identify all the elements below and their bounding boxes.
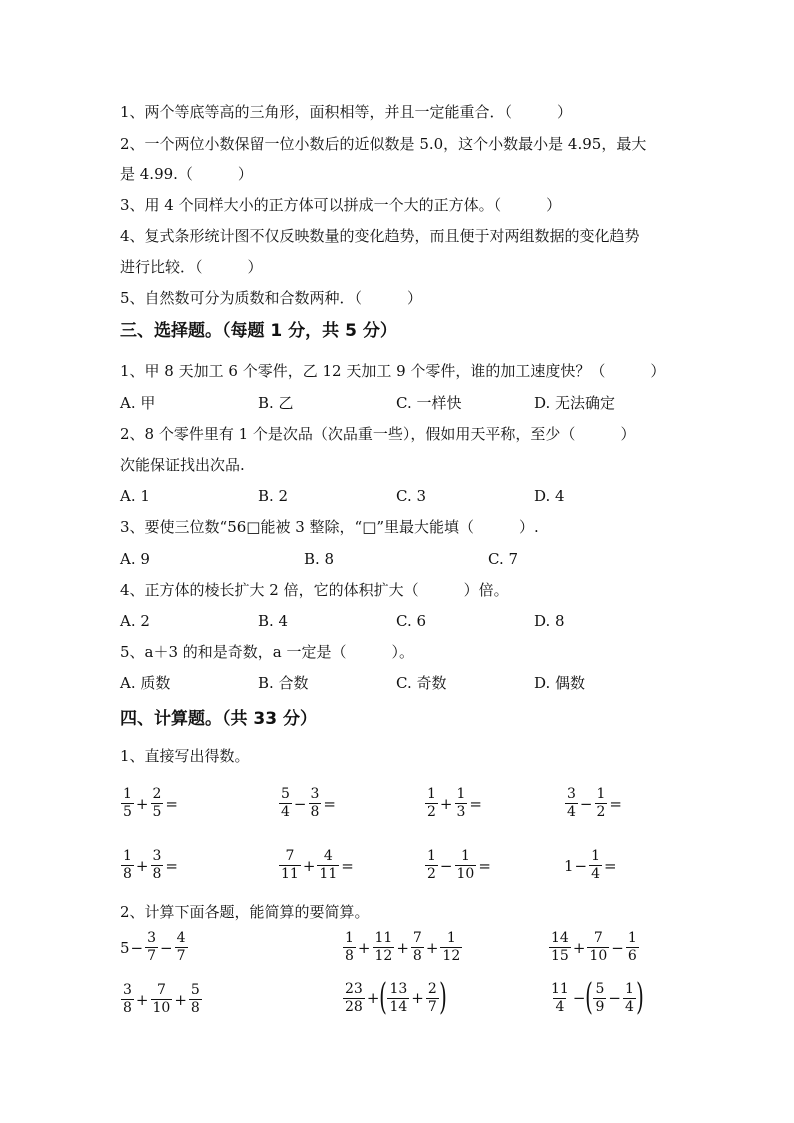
numerator: 7: [156, 982, 166, 998]
numerator: 13: [389, 980, 408, 997]
integer: 1: [564, 856, 574, 875]
direct-answer-expr: [564, 786, 623, 821]
denominator: 4: [281, 804, 290, 820]
numerator: 1: [456, 786, 466, 802]
option: B. 合数: [258, 674, 309, 692]
calc-part1-label: 1、直接写出得数。: [120, 747, 250, 765]
equals-sign: =: [609, 794, 622, 813]
denominator: 8: [345, 948, 354, 964]
denominator: 6: [627, 948, 637, 964]
equals-sign: =: [341, 856, 354, 875]
numerator: 1: [123, 786, 132, 802]
left-paren: (: [585, 977, 594, 1018]
direct-answer-expr: [564, 848, 618, 883]
numerator: 4: [323, 848, 333, 864]
option: B. 2: [258, 487, 289, 505]
denominator: 4: [567, 804, 576, 820]
denominator: 10: [456, 866, 475, 882]
numerator: 3: [147, 930, 157, 946]
option: D. 8: [534, 612, 565, 630]
operator: −: [579, 794, 593, 813]
fraction: [549, 930, 571, 965]
option: A. 2: [120, 612, 150, 630]
judgement-item-3: 3、用 4 个同样大小的正方体可以拼成一个大的正方体。（ ）: [120, 196, 562, 214]
denominator: 12: [374, 948, 393, 964]
operator: +: [357, 938, 371, 957]
numerator: 1: [596, 786, 606, 802]
option: B. 4: [258, 612, 289, 630]
fraction: [121, 848, 134, 883]
equals-sign: =: [469, 794, 482, 813]
simplify-expr-6: [548, 977, 644, 1018]
numerator: 1: [427, 848, 436, 864]
denominator: 8: [190, 1000, 200, 1016]
denominator: 7: [427, 998, 437, 1015]
equals-sign: =: [165, 794, 178, 813]
equals-sign: =: [165, 856, 178, 875]
section-heading-calc: 四、计算题。（共 33 分）: [120, 709, 317, 729]
fraction: [440, 930, 462, 965]
fraction: [425, 786, 438, 821]
fraction: [145, 930, 158, 965]
operator: −: [611, 938, 624, 957]
denominator: 11: [319, 866, 338, 882]
fraction: [549, 981, 571, 1016]
fraction: [595, 786, 608, 821]
choice-q2-line2: 次能保证找出次品.: [120, 456, 245, 474]
denominator: 2: [596, 804, 606, 820]
denominator: 7: [176, 948, 186, 964]
denominator: 2: [427, 804, 436, 820]
direct-answer-expr: [278, 848, 355, 883]
choice-q1: 1、甲 8 天加工 6 个零件，乙 12 天加工 9 个零件，谁的加工速度快？（ ）: [120, 362, 666, 380]
left-paren: (: [379, 977, 388, 1018]
option: C. 3: [396, 487, 427, 505]
fraction: [121, 982, 134, 1017]
fraction: [151, 982, 173, 1017]
numerator: 11: [551, 980, 569, 997]
choice-q5: 5、a＋3 的和是奇数，a 一定是（ ）。: [120, 643, 415, 661]
denominator: 5: [152, 804, 162, 820]
numerator: 2: [152, 786, 162, 802]
numerator: 7: [412, 930, 422, 946]
numerator: 3: [310, 786, 320, 802]
numerator: 1: [345, 930, 354, 946]
option: D. 偶数: [534, 674, 586, 692]
numerator: 3: [123, 982, 132, 998]
direct-answer-expr: [424, 786, 483, 821]
operator: −: [130, 938, 144, 957]
numerator: 7: [593, 930, 603, 946]
operator: +: [411, 989, 424, 1007]
choice-q3: 3、要使三位数“56□能被 3 整除，“□”里最大能填（ ）.: [120, 518, 539, 536]
right-paren: ): [636, 977, 644, 1018]
fraction: [565, 786, 578, 821]
fraction: [373, 930, 395, 965]
denominator: 15: [551, 948, 569, 964]
denominator: 10: [152, 1000, 171, 1016]
operator: −: [439, 856, 453, 875]
fraction: [309, 786, 322, 821]
numerator: 5: [281, 786, 290, 802]
direct-answer-expr: [278, 786, 337, 821]
fraction: [279, 786, 292, 821]
choice-q2-line1: 2、8 个零件里有 1 个是次品（次品重一些），假如用天平称，至少（ ）: [120, 425, 636, 443]
option: A. 质数: [120, 674, 171, 692]
judgement-item-4-line2: 进行比较．（ ）: [120, 258, 263, 276]
numerator: 3: [567, 786, 576, 802]
numerator: 11: [374, 930, 393, 946]
operator: +: [439, 794, 453, 813]
choice-q3-options: [120, 549, 640, 569]
fraction: [279, 848, 301, 883]
operator: +: [174, 990, 187, 1009]
fraction: [343, 981, 365, 1016]
option: C. 7: [488, 550, 519, 568]
operator: +: [396, 938, 409, 957]
option: A. 甲: [120, 394, 156, 412]
option: B. 乙: [258, 394, 294, 412]
fraction: [411, 930, 424, 965]
denominator: 28: [345, 998, 363, 1015]
judgement-item-4-line1: 4、复式条形统计图不仅反映数量的变化趋势，而且便于对两组数据的变化趋势: [120, 227, 640, 245]
numerator: 1: [591, 848, 601, 864]
numerator: 1: [427, 786, 436, 802]
option: B. 8: [304, 550, 335, 568]
denominator: 4: [555, 998, 565, 1015]
judgement-item-1: 1、两个等底等高的三角形，面积相等，并且一定能重合．（ ）: [120, 103, 573, 121]
fraction: [426, 981, 439, 1016]
numerator: 5: [595, 980, 605, 997]
operator: −: [572, 989, 586, 1007]
denominator: 8: [123, 1000, 132, 1016]
right-paren: ): [438, 977, 447, 1018]
operator: +: [425, 938, 439, 957]
judgement-item-2-line1: 2、一个两位小数保留一位小数后的近似数是 5.0，这个小数最小是 4.95，最大: [120, 135, 647, 153]
numerator: 14: [551, 930, 569, 946]
fraction: [593, 981, 606, 1016]
numerator: 1: [446, 930, 456, 946]
operator: −: [574, 856, 588, 875]
denominator: 10: [589, 948, 608, 964]
fraction: [189, 982, 202, 1017]
option: A. 1: [120, 487, 150, 505]
option: C. 6: [396, 612, 427, 630]
fraction: [151, 848, 164, 883]
fraction: [121, 786, 134, 821]
denominator: 3: [456, 804, 466, 820]
simplify-expr-5: [342, 977, 447, 1018]
denominator: 12: [442, 948, 461, 964]
operator: −: [160, 938, 173, 957]
fraction: [455, 848, 477, 883]
equals-sign: =: [323, 794, 336, 813]
operator: −: [293, 794, 307, 813]
denominator: 8: [152, 866, 162, 882]
denominator: 2: [427, 866, 436, 882]
fraction: [455, 786, 468, 821]
fraction: [626, 930, 639, 965]
operator: −: [608, 989, 621, 1007]
denominator: 5: [123, 804, 132, 820]
numerator: 7: [285, 848, 295, 864]
operator: +: [572, 938, 586, 957]
denominator: 8: [123, 866, 132, 882]
numerator: 1: [624, 980, 634, 997]
fraction: [623, 981, 636, 1016]
equals-sign: =: [604, 856, 617, 875]
denominator: 9: [595, 998, 605, 1015]
choice-q5-options: [120, 673, 640, 693]
choice-q1-options: [120, 393, 640, 413]
operator: +: [135, 856, 149, 875]
simplify-expr-4: [120, 982, 203, 1017]
option: D. 4: [534, 487, 565, 505]
numerator: 5: [190, 982, 200, 998]
numerator: 23: [345, 980, 363, 997]
denominator: 4: [591, 866, 601, 882]
denominator: 11: [281, 866, 299, 882]
direct-answer-expr: [120, 848, 179, 883]
numerator: 3: [152, 848, 162, 864]
equals-sign: =: [478, 856, 491, 875]
simplify-expr-1: [120, 930, 189, 965]
option: C. 一样快: [396, 394, 462, 412]
simplify-expr-2: [342, 930, 463, 965]
judgement-item-2-line2: 是 4.99.（ ）: [120, 165, 253, 183]
fraction: [151, 786, 164, 821]
fraction: [343, 930, 356, 965]
numerator: 1: [460, 848, 470, 864]
operator: +: [366, 989, 380, 1007]
denominator: 7: [147, 948, 157, 964]
choice-q4-options: [120, 611, 640, 631]
simplify-expr-3: [548, 930, 640, 965]
fraction: [387, 981, 409, 1016]
operator: +: [302, 856, 316, 875]
operator: +: [135, 794, 149, 813]
direct-answer-expr: [424, 848, 492, 883]
denominator: 8: [310, 804, 320, 820]
option: C. 奇数: [396, 674, 447, 692]
denominator: 8: [412, 948, 422, 964]
option: A. 9: [120, 550, 150, 568]
numerator: 4: [176, 930, 186, 946]
choice-q2-options: [120, 486, 640, 506]
calc-part2-label: 2、计算下面各题，能简算的要简算。: [120, 903, 370, 921]
denominator: 4: [624, 998, 634, 1015]
fraction: [589, 848, 602, 883]
fraction: [175, 930, 188, 965]
choice-q4: 4、正方体的棱长扩大 2 倍，它的体积扩大（ ）倍。: [120, 581, 509, 599]
fraction: [425, 848, 438, 883]
numerator: 2: [427, 980, 437, 997]
operator: +: [135, 990, 149, 1009]
numerator: 1: [123, 848, 132, 864]
option: D. 无法确定: [534, 394, 616, 412]
section-heading-choice: 三、选择题。（每题 1 分，共 5 分）: [120, 321, 397, 341]
numerator: 1: [627, 930, 637, 946]
direct-answer-expr: [120, 786, 179, 821]
integer: 5: [120, 938, 130, 957]
fraction: [587, 930, 609, 965]
denominator: 14: [389, 998, 408, 1015]
judgement-item-5: 5、自然数可分为质数和合数两种．（ ）: [120, 289, 423, 307]
fraction: [317, 848, 339, 883]
